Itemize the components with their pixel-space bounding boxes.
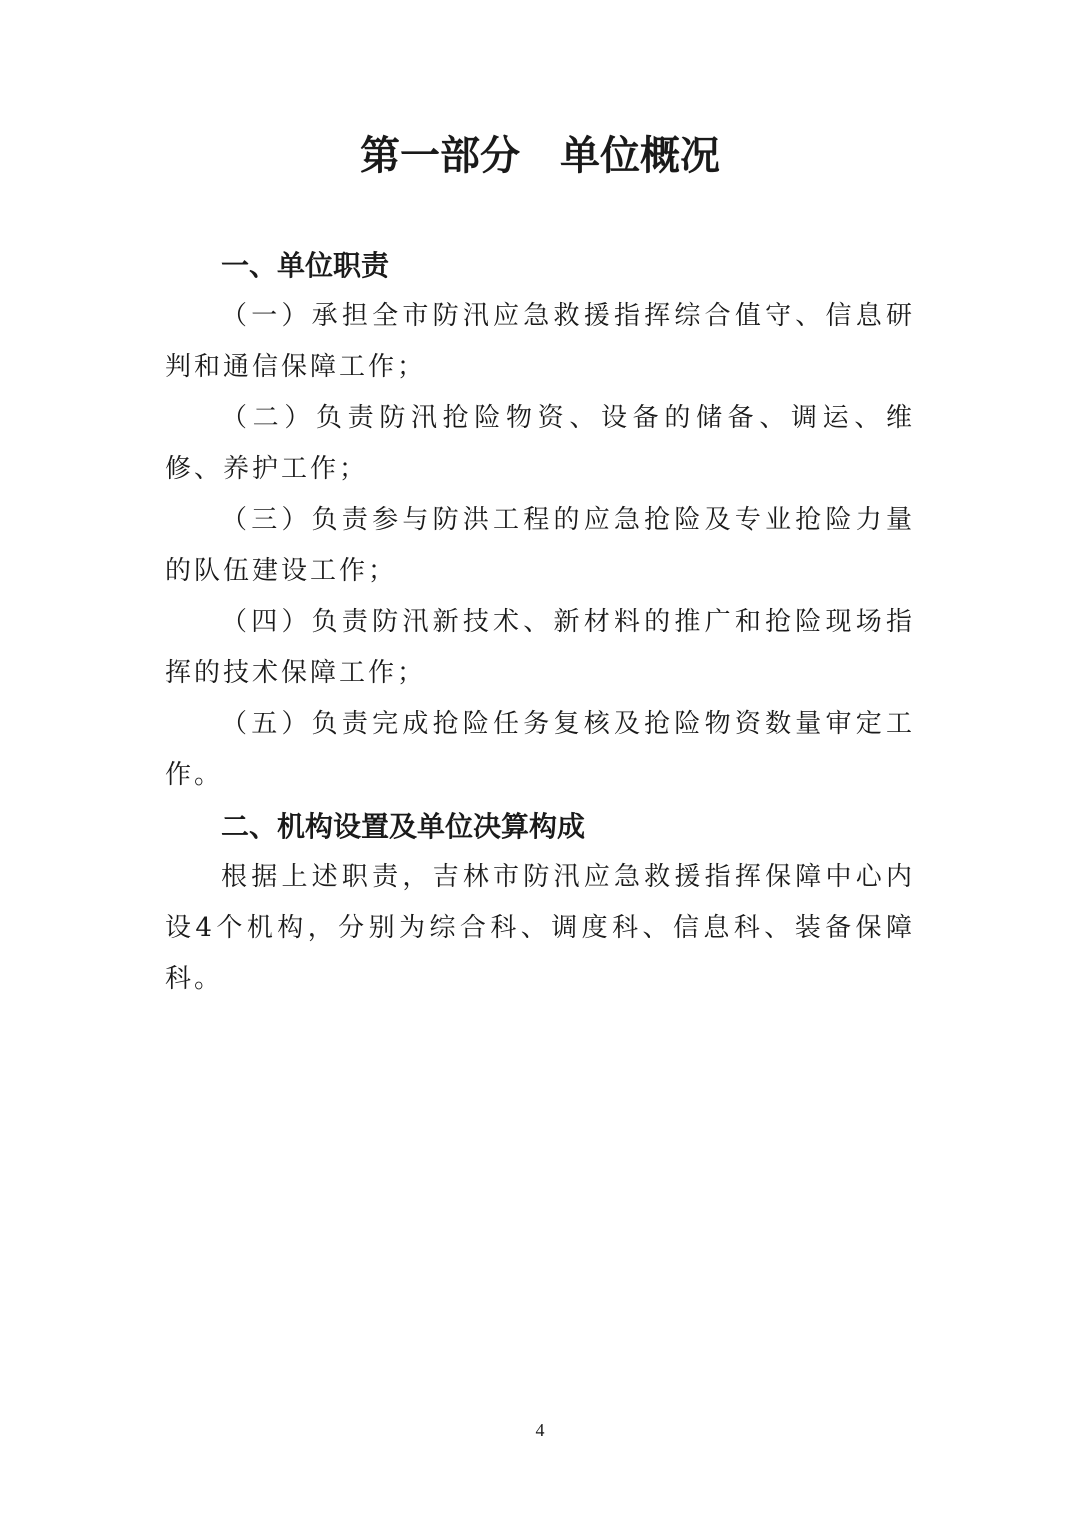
section-heading-duties: 一、单位职责 <box>221 249 390 282</box>
duty-paragraph: （三）负责参与防洪工程的应急抢险及专业抢险力量的队伍建设工作； <box>165 505 915 586</box>
section-heading-organization: 二、机构设置及单位决算构成 <box>221 810 586 843</box>
duty-paragraph: （二）负责防汛抢险物资、设备的储备、调运、维修、养护工作； <box>165 403 915 484</box>
duty-paragraph: （四）负责防汛新技术、新材料的推广和抢险现场指挥的技术保障工作； <box>165 607 915 688</box>
page-number: 4 <box>535 1420 545 1440</box>
part-title: 第一部分 单位概况 <box>360 133 720 179</box>
organization-paragraph: 根据上述职责，吉林市防汛应急救援指挥保障中心内设4个机构，分别为综合科、调度科、信息科、装备保障科。 <box>165 862 915 994</box>
duty-paragraph: （一）承担全市防汛应急救援指挥综合值守、信息研判和通信保障工作； <box>165 301 915 382</box>
document-body <box>165 240 915 1005</box>
duty-paragraph: （五）负责完成抢险任务复核及抢险物资数量审定工作。 <box>165 709 915 790</box>
